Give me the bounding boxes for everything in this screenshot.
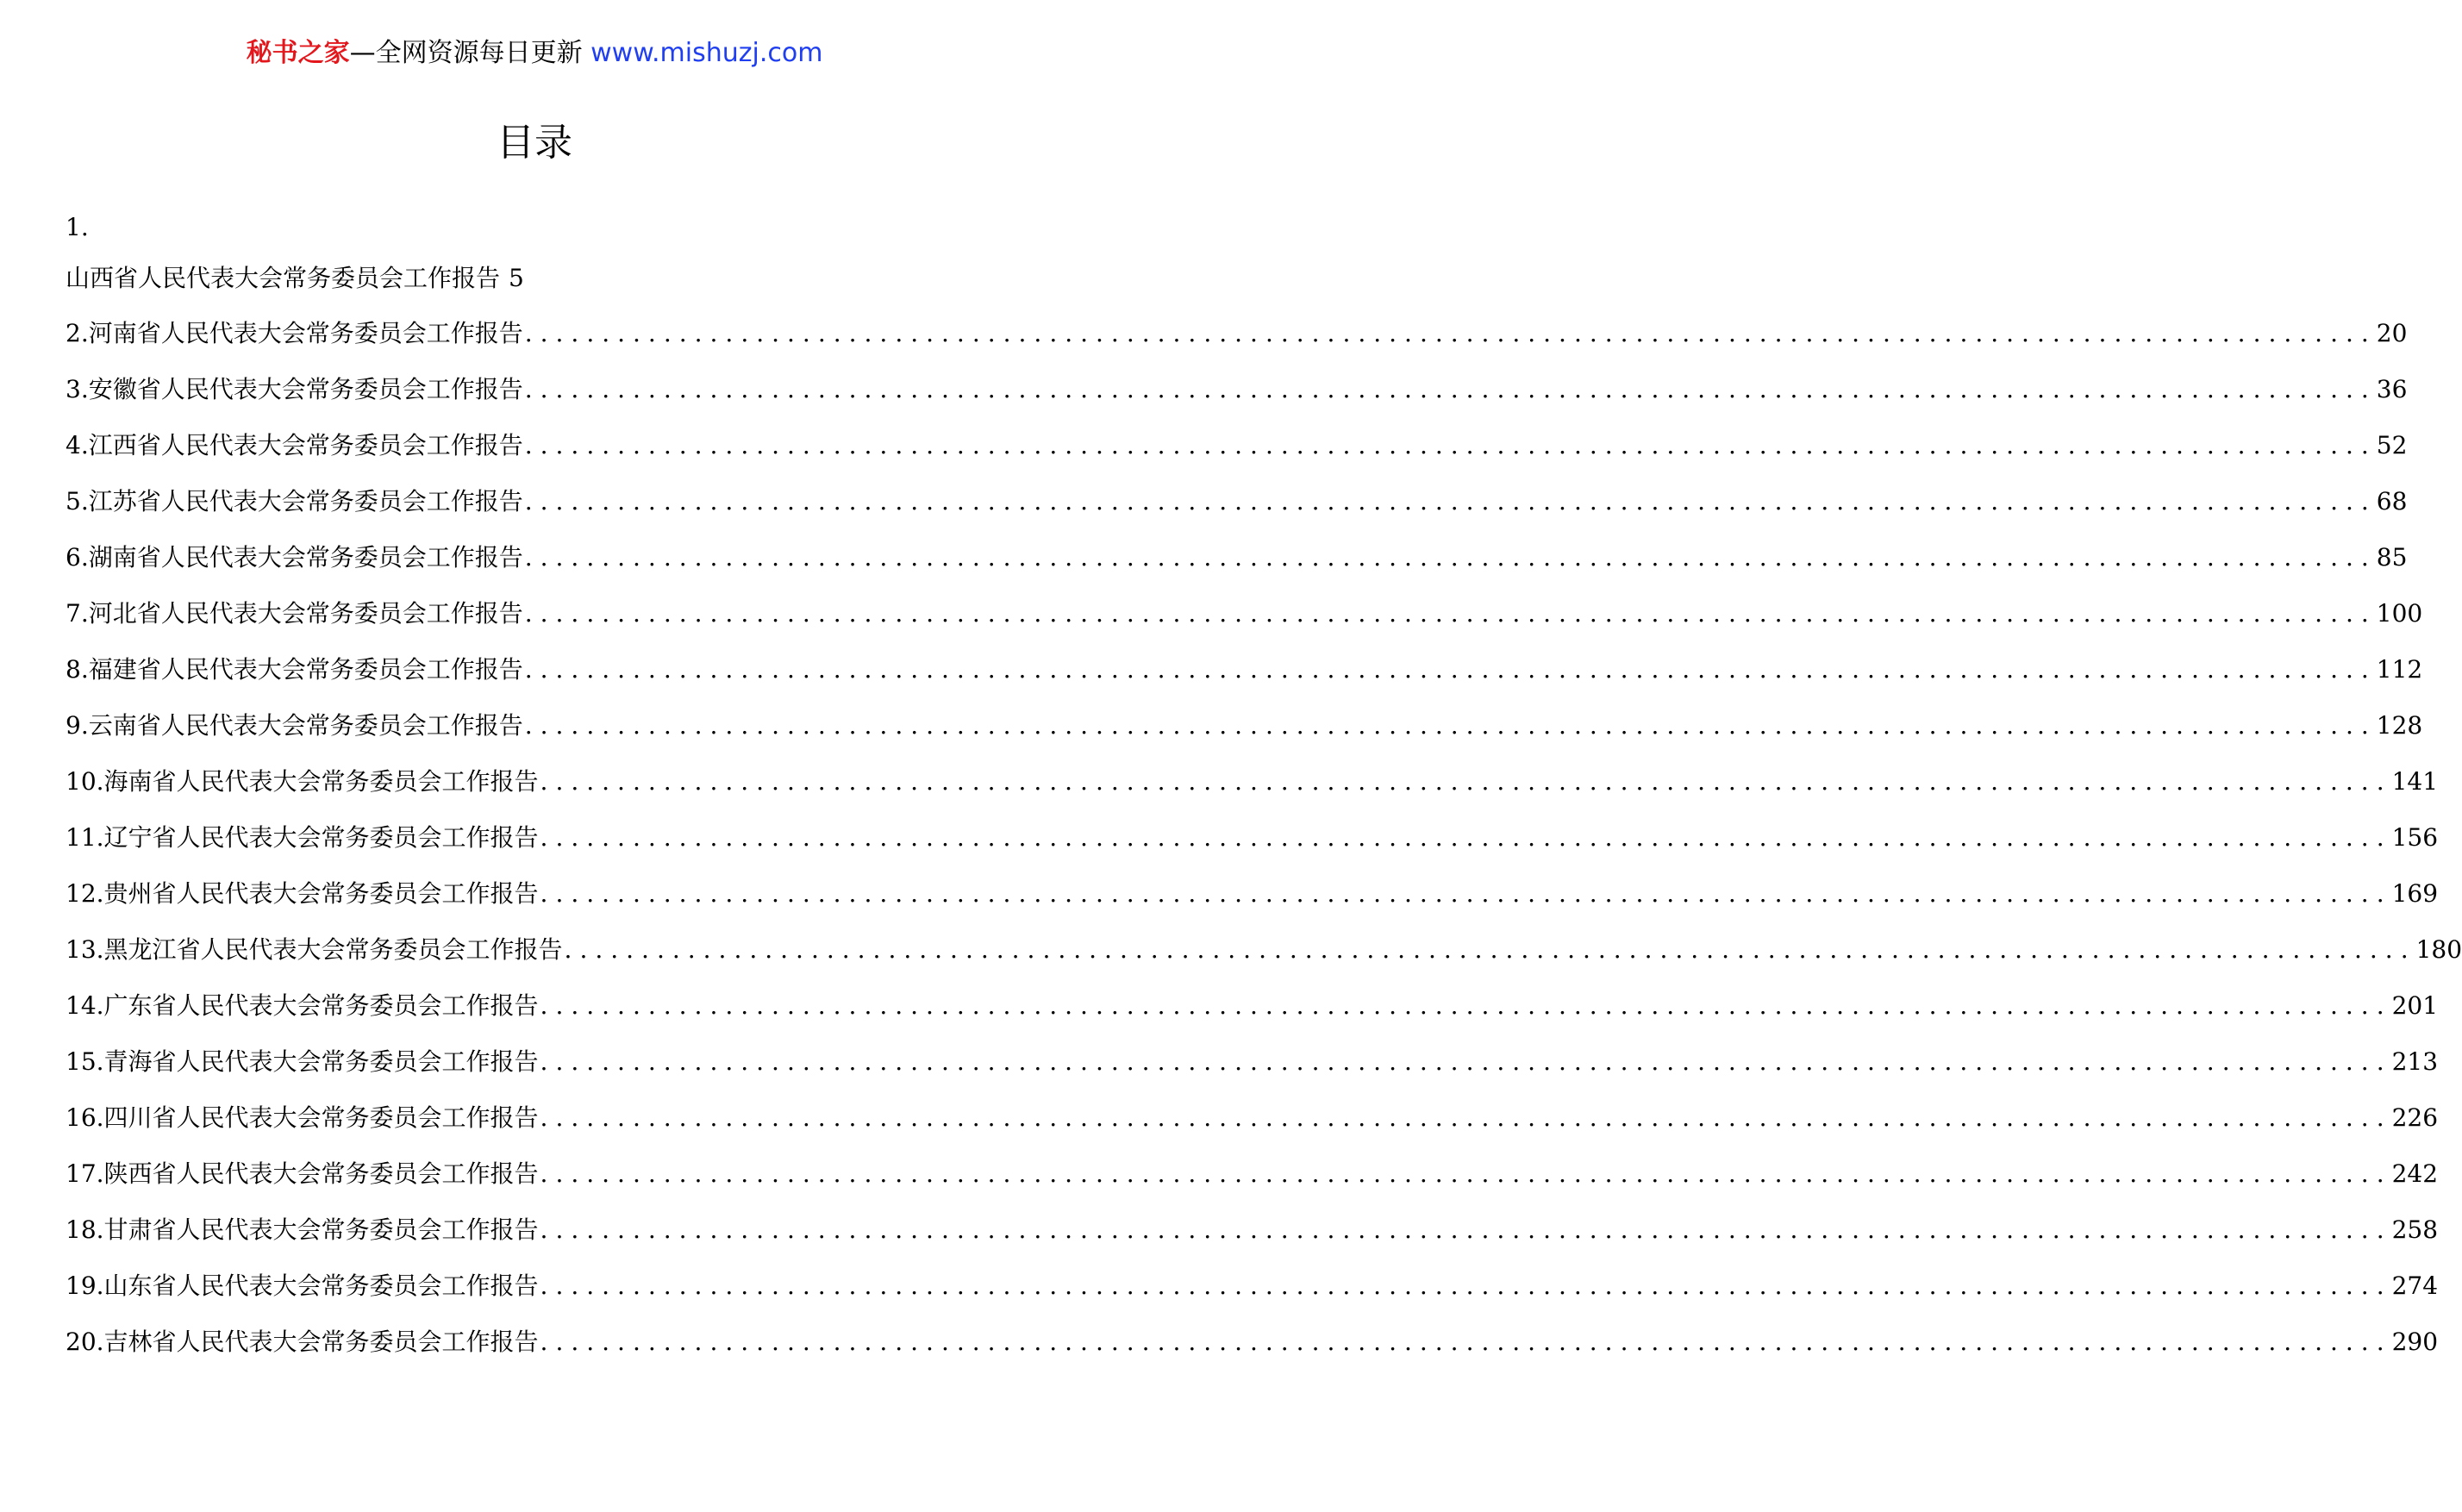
toc-entry-page: 141	[2391, 767, 2439, 796]
toc-entry-title: 20.吉林省人民代表大会常务委员会工作报告	[66, 1328, 539, 1356]
toc-entry-title: 9.云南省人民代表大会常务委员会工作报告	[66, 711, 523, 740]
toc-entry-page: 180	[2415, 935, 2462, 964]
toc-dot-leader: ........................................................................................................................	[524, 655, 2377, 684]
toc-dot-leader: ........................................................................................................................	[524, 319, 2377, 347]
toc-entry-title: 3.安徽省人民代表大会常务委员会工作报告	[66, 375, 523, 403]
toc-entry-page: 226	[2391, 1103, 2439, 1132]
toc-entry[interactable]	[66, 1202, 2439, 1258]
toc-entry[interactable]	[66, 585, 2423, 641]
toc-entry-title: 8.福建省人民代表大会常务委员会工作报告	[66, 655, 523, 684]
toc-entry-title: 19.山东省人民代表大会常务委员会工作报告	[66, 1271, 539, 1300]
toc-entry-page: 112	[2376, 655, 2423, 684]
toc-entry[interactable]	[66, 252, 1005, 305]
toc-dot-leader: ........................................................................................................................	[524, 375, 2377, 403]
toc-dot-leader: ........................................................................................................................	[540, 767, 2392, 796]
toc-entry-title: 13.黑龙江省人民代表大会常务委员会工作报告	[66, 935, 563, 964]
toc-entry-page: 274	[2391, 1271, 2439, 1300]
toc-entry[interactable]	[66, 809, 2439, 865]
toc-entry[interactable]	[66, 697, 2423, 753]
toc-entry-page: 128	[2376, 711, 2423, 740]
page-title: 目录	[497, 121, 572, 165]
toc-dot-leader: ........................................................................................................................	[524, 599, 2377, 628]
toc-entry[interactable]	[66, 978, 2439, 1034]
toc-entry-list	[66, 305, 2462, 1370]
toc-entry[interactable]	[66, 529, 2408, 585]
toc-entry-title: 14.广东省人民代表大会常务委员会工作报告	[66, 991, 539, 1020]
toc-dot-leader: ........................................................................................................................	[540, 1047, 2392, 1076]
toc-entry-page: 100	[2376, 599, 2423, 628]
toc-entry-title: 6.湖南省人民代表大会常务委员会工作报告	[66, 543, 523, 572]
toc-dot-leader: ........................................................................................................................	[540, 1328, 2392, 1356]
toc-entry-page: 201	[2391, 991, 2439, 1020]
toc-entry-title: 16.四川省人民代表大会常务委员会工作报告	[66, 1103, 539, 1132]
toc-dot-leader: ........................................................................................................................	[524, 431, 2377, 459]
table-of-contents	[66, 203, 2462, 1370]
toc-entry-page: 213	[2391, 1047, 2439, 1076]
toc-dot-leader: ........................................................................................................................	[524, 543, 2377, 572]
site-url-link[interactable]: www.mishuzj.com	[591, 38, 823, 68]
toc-entry-title: 18.甘肃省人民代表大会常务委员会工作报告	[66, 1215, 539, 1244]
toc-entry-title: 12.贵州省人民代表大会常务委员会工作报告	[66, 879, 539, 908]
toc-entry-page: 20	[2376, 319, 2408, 347]
toc-entry[interactable]	[66, 417, 2408, 473]
toc-entry[interactable]	[66, 865, 2439, 922]
toc-entry-title: 5.江苏省人民代表大会常务委员会工作报告	[66, 487, 523, 515]
toc-entry[interactable]	[66, 473, 2408, 529]
toc-entry-title: 10.海南省人民代表大会常务委员会工作报告	[66, 767, 539, 796]
toc-entry-title: 4.江西省人民代表大会常务委员会工作报告	[66, 431, 523, 459]
toc-dot-leader: ........................................................................................................................	[540, 1159, 2392, 1188]
site-brand: 秘书之家	[246, 38, 350, 68]
toc-entry[interactable]	[66, 1034, 2439, 1090]
toc-entry-page: 36	[2376, 375, 2408, 403]
site-tagline: —全网资源每日更新	[349, 38, 583, 68]
toc-entry-title: 2.河南省人民代表大会常务委员会工作报告	[66, 319, 523, 347]
toc-entry-page: 156	[2391, 823, 2439, 852]
toc-entry-page: 5	[509, 264, 524, 292]
toc-dot-leader: ........................................................................................................................	[564, 935, 2416, 964]
toc-entry[interactable]	[66, 1314, 2439, 1370]
toc-dot-leader: ........................................................................................................................	[524, 711, 2377, 740]
toc-entry[interactable]	[66, 753, 2439, 809]
toc-dot-leader: ........................................................................................................................	[540, 879, 2392, 908]
toc-entry[interactable]	[66, 305, 2408, 361]
toc-entry-1-number: 1.	[66, 213, 89, 241]
toc-dot-leader: ........................................................................................................................	[540, 991, 2392, 1020]
toc-entry-title: 11.辽宁省人民代表大会常务委员会工作报告	[66, 823, 539, 852]
toc-entry-page: 85	[2376, 543, 2408, 572]
toc-entry-page: 258	[2391, 1215, 2439, 1244]
toc-entry-page: 290	[2391, 1328, 2439, 1356]
toc-entry[interactable]	[66, 922, 2462, 978]
toc-entry-title: 15.青海省人民代表大会常务委员会工作报告	[66, 1047, 539, 1076]
toc-entry-page: 52	[2376, 431, 2408, 459]
toc-dot-leader: ........................................................................................................................	[540, 1271, 2392, 1300]
toc-entry-title: 17.陕西省人民代表大会常务委员会工作报告	[66, 1159, 539, 1188]
toc-entry[interactable]	[66, 1258, 2439, 1314]
toc-entry[interactable]	[66, 641, 2423, 697]
toc-dot-leader: ........................................................................................................................	[524, 487, 2377, 515]
site-header	[0, 34, 1069, 72]
toc-entry-title: 7.河北省人民代表大会常务委员会工作报告	[66, 599, 523, 628]
toc-entry-page: 242	[2391, 1159, 2439, 1188]
toc-entry[interactable]	[66, 1090, 2439, 1146]
toc-entry[interactable]	[66, 1146, 2439, 1202]
toc-entry-page: 169	[2391, 879, 2439, 908]
toc-dot-leader: ........................................................................................................................	[540, 1215, 2392, 1244]
toc-entry-page: 68	[2376, 487, 2408, 515]
toc-entry-title: 山西省人民代表大会常务委员会工作报告	[66, 264, 501, 292]
toc-dot-leader: ........................................................................................................................	[540, 823, 2392, 852]
toc-entry[interactable]	[66, 361, 2408, 417]
toc-dot-leader: ........................................................................................................................	[540, 1103, 2392, 1132]
